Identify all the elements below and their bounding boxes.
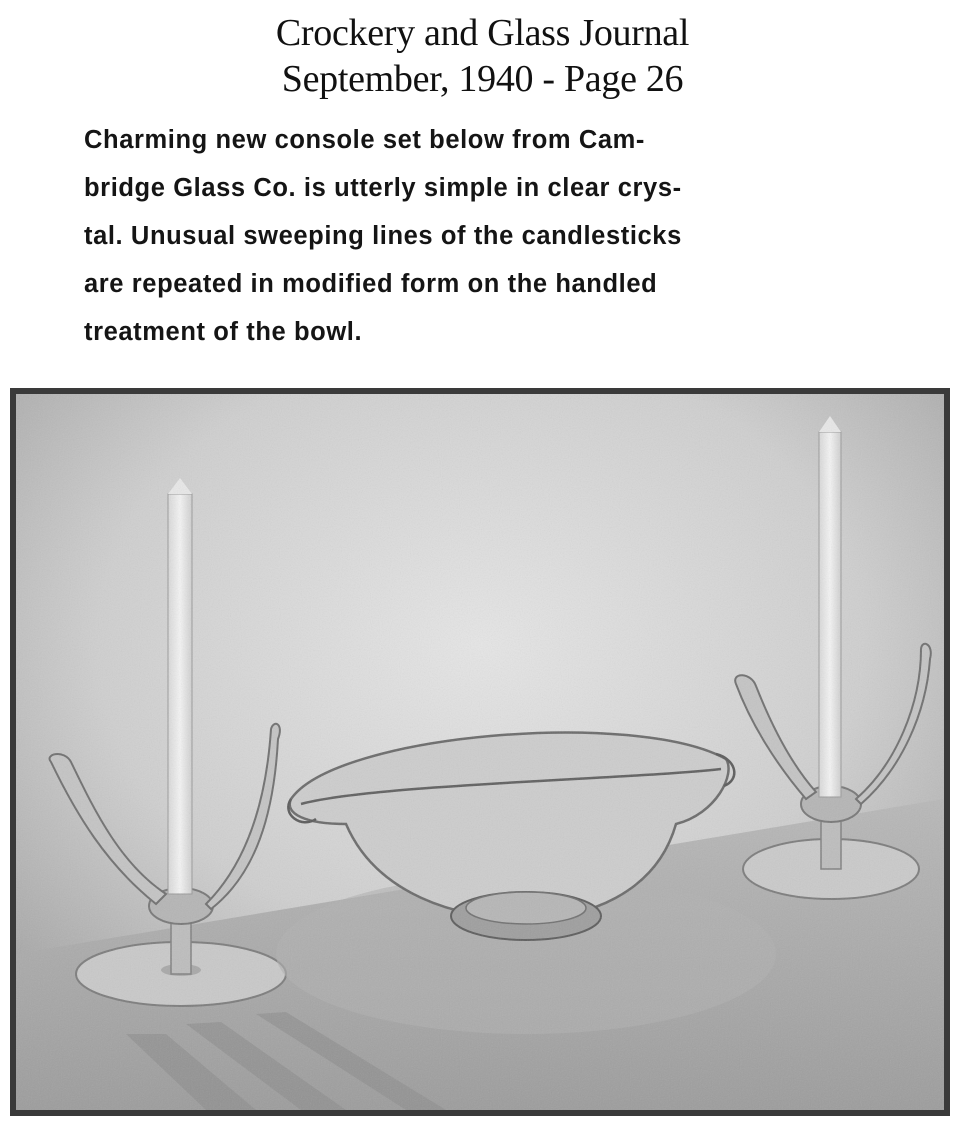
issue-date-page: September, 1940 - Page 26 bbox=[281, 58, 684, 100]
caption-line: bridge Glass Co. is utterly simple in clear crys- bbox=[84, 174, 682, 202]
caption-line: treatment of the bowl. bbox=[84, 318, 363, 346]
grain-overlay bbox=[16, 394, 944, 1110]
photo-frame bbox=[10, 388, 950, 1116]
caption-line: tal. Unusual sweeping lines of the candlesticks bbox=[84, 222, 682, 250]
caption-line: Charming new console set below from Cam- bbox=[84, 126, 646, 154]
article-caption bbox=[84, 116, 784, 356]
page-header bbox=[0, 10, 965, 102]
console-set-photo bbox=[16, 394, 944, 1110]
publication-title: Crockery and Glass Journal bbox=[275, 12, 690, 54]
caption-line: are repeated in modified form on the handled bbox=[84, 270, 658, 298]
